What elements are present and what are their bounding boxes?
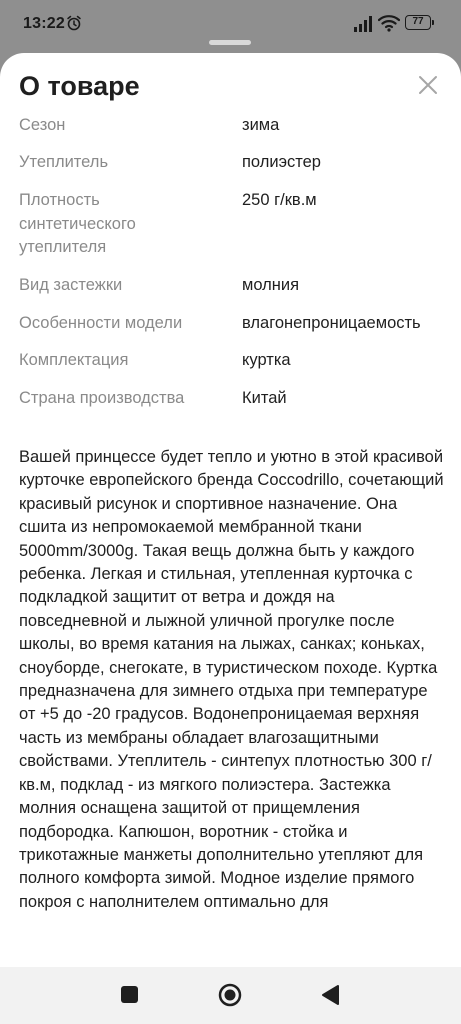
spec-label: Вид застежки bbox=[19, 276, 123, 294]
spec-value: влагонепроницаемость bbox=[242, 314, 421, 332]
spec-label: Плотность синтетического утеплителя bbox=[19, 191, 136, 256]
spec-label: Страна производства bbox=[19, 389, 185, 407]
spec-label: Сезон bbox=[19, 116, 66, 134]
spec-value: зима bbox=[242, 116, 280, 134]
recents-icon[interactable] bbox=[121, 986, 138, 1003]
sheet-drag-handle[interactable] bbox=[209, 40, 251, 45]
system-navigation-bar bbox=[0, 967, 461, 1024]
spec-label: Утеплитель bbox=[19, 153, 109, 171]
home-icon[interactable] bbox=[218, 983, 242, 1007]
spec-label: Комплектация bbox=[19, 351, 129, 369]
wifi-icon bbox=[378, 14, 400, 32]
spec-value: 250 г/кв.м bbox=[242, 191, 317, 209]
spec-value: куртка bbox=[242, 351, 291, 369]
close-icon[interactable] bbox=[414, 71, 442, 99]
battery-icon: 77 bbox=[405, 15, 431, 30]
spec-value: полиэстер bbox=[242, 153, 321, 171]
page-title: О товаре bbox=[19, 71, 140, 101]
spec-value: молния bbox=[242, 276, 300, 294]
status-time: 13:22 bbox=[23, 15, 65, 32]
signal-icon bbox=[354, 16, 374, 32]
back-icon[interactable] bbox=[320, 984, 340, 1006]
spec-label: Особенности модели bbox=[19, 314, 183, 332]
spec-value: Китай bbox=[242, 389, 287, 407]
product-info-sheet bbox=[0, 53, 461, 967]
alarm-icon bbox=[66, 15, 82, 31]
product-description: Вашей принцессе будет тепло и уютно в этой красивой курточке европейского бренда Coccodrillo, сочетающий красивый рисунок и спортивное назначение. Она сшита из непромокаемой мембранной ткани 5000mm/3000g. Такая вещь должна быть у каждого ребенка. Легкая и стильная, утепленная курточка с подкладкой защитит от ветра и дождя на повседневной и лыжной уличной прогулке после школы, во время катания на лыжах, санках; коньках, сноуборде, снегокате, в туристическом походе. Куртка предназначена для зимнего отдыха при температуре от +5 до -20 градусов. Водонепроницаемая верхняя часть из мембраны обладает влагозащитными свойствами. Утеплитель - синтепух плотностью 300 г/кв.м, подклад - из мягкого полиэстера. Застежка молния оснащена защитой от прищемления подбородка. Капюшон, воротник - стойка и трикотажные манжеты дополнительно утепляют для полного комфорта зимой. Модное изделие прямого покроя с наполнителем оптимально для bbox=[19, 448, 444, 911]
